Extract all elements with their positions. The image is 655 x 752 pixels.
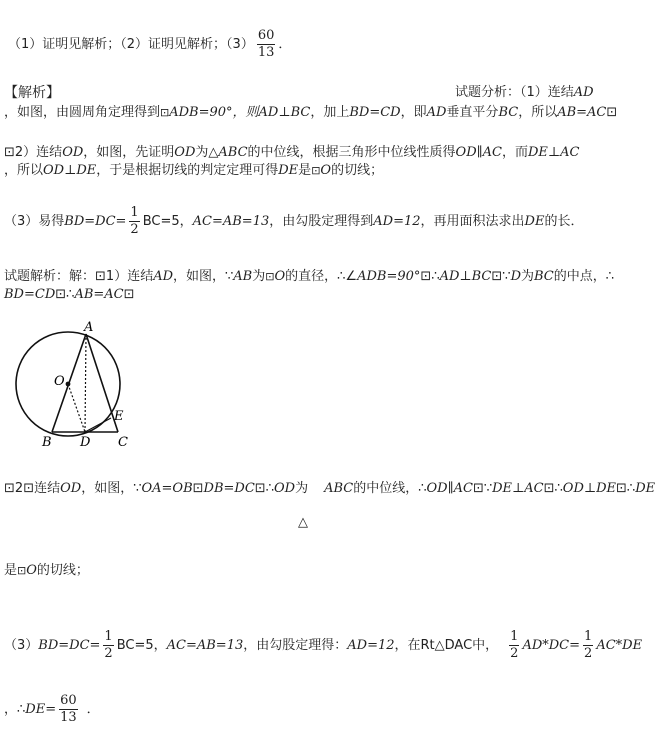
analysis-intro-right: 试题分析：（1）连结AD xyxy=(455,85,594,100)
label-c: C xyxy=(118,435,128,450)
fraction-half-c: $\frac{1}{2}$ xyxy=(584,629,593,661)
solution-line-6: ，∴DE= $\frac{60}{13}$ ． xyxy=(4,693,100,725)
label-o: O xyxy=(54,374,65,389)
fraction-half: $\frac{1}{2}$ xyxy=(130,205,139,237)
solution-line-2: BD=CD⊡∴AB=AC⊡ xyxy=(4,287,135,302)
triangle-symbol: △ xyxy=(298,515,308,530)
label-b: B xyxy=(42,435,52,450)
center-point xyxy=(66,382,71,387)
answer-fraction: $\frac{60}{13}$ xyxy=(257,28,275,60)
analysis-heading: 【解析】 xyxy=(4,85,60,101)
fraction-final: $\frac{60}{13}$ xyxy=(60,693,77,725)
solution-line-3: ⊡2⊡连结OD，如图，∵OA=OB⊡DB=DC⊡∴OD为 ABC的中位线，∴OD∥AC⊡∵DE⊥AC⊡∴OD⊥DE⊡∴DE xyxy=(4,481,655,496)
segment-ad-dashed xyxy=(85,334,86,432)
analysis-line-3: ⊡2）连结OD，如图，先证明OD为△ABC的中位线，根据三角形中位线性质得OD∥AC，而DE⊥AC xyxy=(4,145,580,160)
analysis-line-5: （3）易得BD=DC= $\frac{1}{2}$ BC=5，AC=AB=13，由勾股定理得到AD=12，再用面积法求出DE的长． xyxy=(4,205,584,237)
solution-line-1: 试题解析：解：⊡1）连结AD，如图，∵AB为⊡O的直径，∴∠ADB=90°⊡∴AD⊥BC⊡∵D为BC的中点，∴ xyxy=(4,269,615,284)
analysis-line-2: ，如图，由圆周角定理得到⊡ADB=90°，则AD⊥BC，加上BD=CD，即AD垂直平分BC，所以AB=AC⊡ xyxy=(4,105,618,120)
label-d: D xyxy=(80,435,91,450)
label-e: E xyxy=(114,409,124,424)
segment-de xyxy=(85,418,111,432)
solution-line-5: （3）BD=DC= $\frac{1}{2}$ BC=5，AC=AB=13，由勾股定理得：AD=12，在Rt△DAC中， $\frac{1}{2}$ AD*DC= $\frac{1}{2}$ AC*DE xyxy=(4,629,643,661)
fraction-half-a: $\frac{1}{2}$ xyxy=(104,629,113,661)
segment-od-dashed xyxy=(68,384,85,432)
geometry-figure xyxy=(14,322,154,452)
fraction-half-b: $\frac{1}{2}$ xyxy=(510,629,519,661)
answer-line: （1）证明见解析；（2）证明见解析；（3） $\frac{60}{13}$ ． xyxy=(8,28,292,60)
solution-line-4: 是⊡O的切线； xyxy=(4,563,89,578)
answer-text: （1）证明见解析；（2）证明见解析；（3） xyxy=(8,37,254,52)
label-a: A xyxy=(84,320,94,335)
analysis-line-4: ，所以OD⊥DE，于是根据切线的判定定理可得DE是⊡O的切线； xyxy=(4,163,384,178)
